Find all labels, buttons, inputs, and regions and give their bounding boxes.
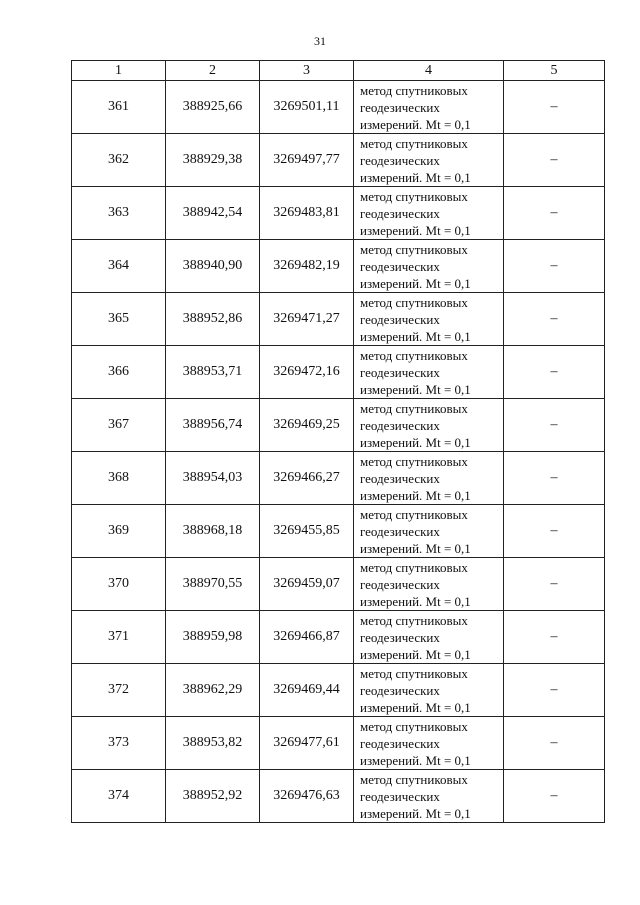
x-coordinate-cell: 388925,66: [166, 81, 260, 134]
coordinates-table: [71, 60, 605, 823]
method-cell: [354, 187, 504, 240]
method-text-line: измерений. Mt = 0,1: [360, 752, 471, 768]
method-text-line: геодезических: [360, 576, 440, 592]
method-text-line: геодезических: [360, 99, 440, 115]
method-cell: [354, 558, 504, 611]
point-number-cell: 372: [72, 664, 166, 717]
point-number-cell: 369: [72, 505, 166, 558]
method-cell: [354, 452, 504, 505]
method-text-line: измерений. Mt = 0,1: [360, 116, 471, 132]
table-row: [72, 664, 605, 717]
column-header-1: 1: [72, 61, 166, 81]
method-text-line: измерений. Mt = 0,1: [360, 381, 471, 397]
y-coordinate-cell: 3269469,25: [260, 399, 354, 452]
table-row: [72, 346, 605, 399]
method-text-line: геодезических: [360, 523, 440, 539]
x-coordinate-cell: 388953,71: [166, 346, 260, 399]
x-coordinate-cell: 388962,29: [166, 664, 260, 717]
method-text-line: метод спутниковых: [360, 506, 468, 522]
table-row: [72, 187, 605, 240]
method-text-line: метод спутниковых: [360, 612, 468, 628]
method-cell: [354, 717, 504, 770]
table-row: [72, 134, 605, 187]
column-5-cell: –: [504, 558, 605, 611]
method-text-line: метод спутниковых: [360, 82, 468, 98]
table-row: [72, 399, 605, 452]
point-number-cell: 362: [72, 134, 166, 187]
y-coordinate-cell: 3269472,16: [260, 346, 354, 399]
y-coordinate-cell: 3269471,27: [260, 293, 354, 346]
table-row: [72, 611, 605, 664]
column-5-cell: –: [504, 717, 605, 770]
method-cell: [354, 346, 504, 399]
y-coordinate-cell: 3269459,07: [260, 558, 354, 611]
point-number-cell: 367: [72, 399, 166, 452]
point-number-cell: 370: [72, 558, 166, 611]
column-5-cell: –: [504, 240, 605, 293]
method-text-line: измерений. Mt = 0,1: [360, 699, 471, 715]
x-coordinate-cell: 388959,98: [166, 611, 260, 664]
x-coordinate-cell: 388952,86: [166, 293, 260, 346]
x-coordinate-cell: 388968,18: [166, 505, 260, 558]
column-5-cell: –: [504, 664, 605, 717]
table-row: [72, 81, 605, 134]
method-text-line: метод спутниковых: [360, 188, 468, 204]
column-5-cell: –: [504, 452, 605, 505]
method-text-line: геодезических: [360, 258, 440, 274]
point-number-cell: 363: [72, 187, 166, 240]
method-text-line: геодезических: [360, 788, 440, 804]
method-text-line: метод спутниковых: [360, 453, 468, 469]
point-number-cell: 366: [72, 346, 166, 399]
y-coordinate-cell: 3269469,44: [260, 664, 354, 717]
x-coordinate-cell: 388940,90: [166, 240, 260, 293]
method-text-line: геодезических: [360, 364, 440, 380]
method-text-line: метод спутниковых: [360, 241, 468, 257]
x-coordinate-cell: 388953,82: [166, 717, 260, 770]
method-cell: [354, 611, 504, 664]
method-cell: [354, 240, 504, 293]
y-coordinate-cell: 3269466,27: [260, 452, 354, 505]
method-text-line: геодезических: [360, 735, 440, 751]
x-coordinate-cell: 388954,03: [166, 452, 260, 505]
page-number: 31: [314, 34, 326, 48]
table-row: [72, 770, 605, 823]
column-header-5: 5: [504, 61, 605, 81]
table-row: [72, 240, 605, 293]
column-5-cell: –: [504, 81, 605, 134]
x-coordinate-cell: 388970,55: [166, 558, 260, 611]
method-text-line: измерений. Mt = 0,1: [360, 646, 471, 662]
table-row: [72, 558, 605, 611]
method-text-line: метод спутниковых: [360, 718, 468, 734]
method-cell: [354, 399, 504, 452]
y-coordinate-cell: 3269497,77: [260, 134, 354, 187]
point-number-cell: 364: [72, 240, 166, 293]
method-cell: [354, 293, 504, 346]
x-coordinate-cell: 388952,92: [166, 770, 260, 823]
point-number-cell: 371: [72, 611, 166, 664]
method-text-line: измерений. Mt = 0,1: [360, 169, 471, 185]
column-5-cell: –: [504, 770, 605, 823]
method-text-line: метод спутниковых: [360, 294, 468, 310]
table-row: [72, 505, 605, 558]
method-text-line: измерений. Mt = 0,1: [360, 805, 471, 821]
method-text-line: геодезических: [360, 682, 440, 698]
y-coordinate-cell: 3269483,81: [260, 187, 354, 240]
point-number-cell: 373: [72, 717, 166, 770]
y-coordinate-cell: 3269477,61: [260, 717, 354, 770]
y-coordinate-cell: 3269455,85: [260, 505, 354, 558]
table-header-row: [72, 61, 605, 81]
column-5-cell: –: [504, 346, 605, 399]
y-coordinate-cell: 3269482,19: [260, 240, 354, 293]
method-text-line: геодезических: [360, 470, 440, 486]
column-5-cell: –: [504, 293, 605, 346]
column-header-3: 3: [260, 61, 354, 81]
method-cell: [354, 664, 504, 717]
x-coordinate-cell: 388942,54: [166, 187, 260, 240]
point-number-cell: 365: [72, 293, 166, 346]
method-text-line: измерений. Mt = 0,1: [360, 487, 471, 503]
method-text-line: геодезических: [360, 417, 440, 433]
y-coordinate-cell: 3269466,87: [260, 611, 354, 664]
column-5-cell: –: [504, 399, 605, 452]
y-coordinate-cell: 3269476,63: [260, 770, 354, 823]
x-coordinate-cell: 388956,74: [166, 399, 260, 452]
method-text-line: геодезических: [360, 629, 440, 645]
method-cell: [354, 505, 504, 558]
method-cell: [354, 770, 504, 823]
x-coordinate-cell: 388929,38: [166, 134, 260, 187]
column-header-2: 2: [166, 61, 260, 81]
table-body: [72, 81, 605, 823]
table-row: [72, 717, 605, 770]
method-text-line: геодезических: [360, 205, 440, 221]
method-cell: [354, 81, 504, 134]
column-5-cell: –: [504, 187, 605, 240]
table-row: [72, 293, 605, 346]
method-text-line: измерений. Mt = 0,1: [360, 593, 471, 609]
method-text-line: метод спутниковых: [360, 400, 468, 416]
method-text-line: измерений. Mt = 0,1: [360, 434, 471, 450]
column-5-cell: –: [504, 505, 605, 558]
method-text-line: измерений. Mt = 0,1: [360, 540, 471, 556]
point-number-cell: 368: [72, 452, 166, 505]
method-text-line: геодезических: [360, 152, 440, 168]
table-row: [72, 452, 605, 505]
column-5-cell: –: [504, 134, 605, 187]
column-header-4: 4: [354, 61, 504, 81]
point-number-cell: 374: [72, 770, 166, 823]
method-text-line: метод спутниковых: [360, 135, 468, 151]
method-text-line: метод спутниковых: [360, 559, 468, 575]
y-coordinate-cell: 3269501,11: [260, 81, 354, 134]
point-number-cell: 361: [72, 81, 166, 134]
column-5-cell: –: [504, 611, 605, 664]
method-cell: [354, 134, 504, 187]
method-text-line: метод спутниковых: [360, 347, 468, 363]
method-text-line: геодезических: [360, 311, 440, 327]
method-text-line: измерений. Mt = 0,1: [360, 222, 471, 238]
method-text-line: метод спутниковых: [360, 771, 468, 787]
method-text-line: измерений. Mt = 0,1: [360, 275, 471, 291]
method-text-line: измерений. Mt = 0,1: [360, 328, 471, 344]
method-text-line: метод спутниковых: [360, 665, 468, 681]
